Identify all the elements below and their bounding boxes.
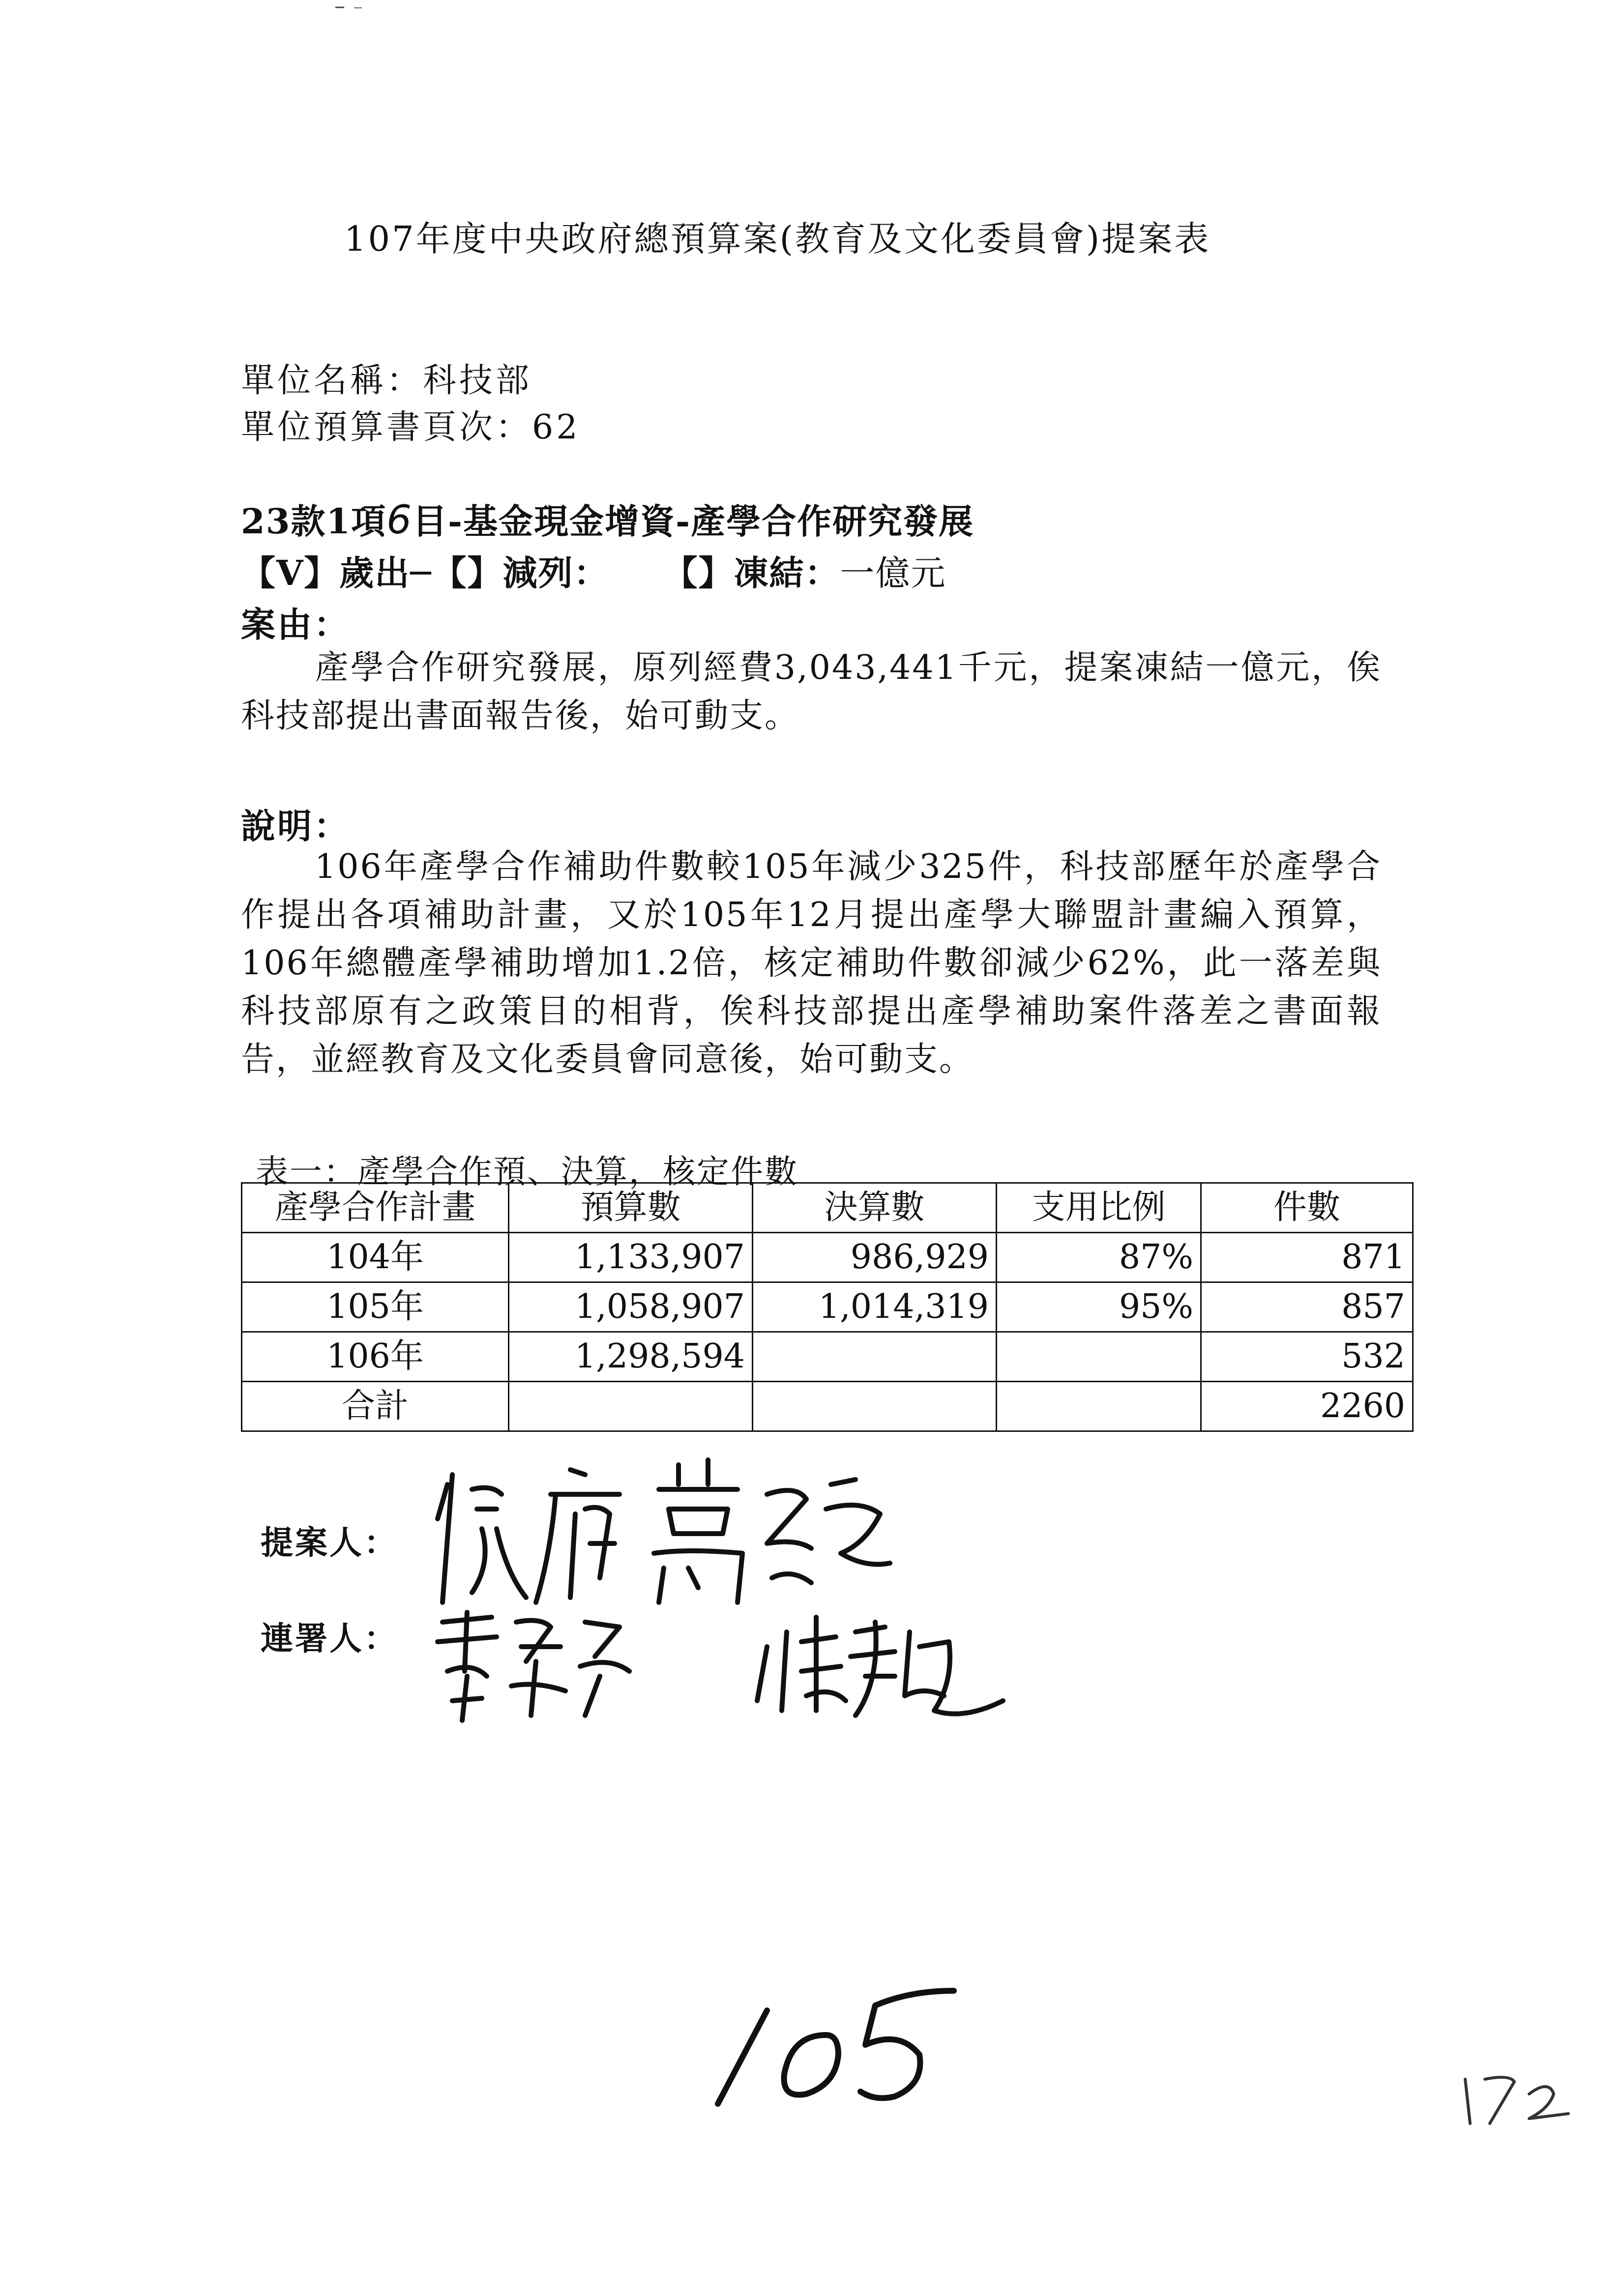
table-row [242,1282,1413,1332]
proposer-signature [423,1455,954,1617]
table-cell [753,1382,997,1431]
corner-mark-strokes [1465,2077,1568,2123]
reason-paragraph [241,644,1382,740]
table-header-cell: 決算數 [753,1183,997,1233]
table-cell: 986,929 [753,1233,997,1282]
explanation-text: 106年產學合作補助件數較105年減少325件，科技部歷年於產學合作提出各項補助計畫，又於105年12月提出產學大聯盟計畫編入預算，106年總體產學補助增加1.2倍，核定補助件數卻減少62%，此一落差與科技部原有之政策目的相背，俟科技部提出產學補助案件落差之書面報告，並經教育及文化委員會同意後，始可動支。 [241,847,1382,1079]
table-cell: 105年 [242,1282,509,1332]
table-cell: 87% [997,1233,1201,1282]
status-expense: 【V】歲出─ [241,552,432,593]
table-cell [997,1332,1201,1382]
unit-page-label: 單位預算書頁次： [241,408,532,447]
table-total-row [242,1382,1413,1431]
unit-page-value: 62 [532,408,581,447]
cosigner-signature-2 [757,1617,1003,1715]
unit-page-line [241,401,581,448]
table-cell: 1,058,907 [509,1282,753,1332]
table-cell: 1,298,594 [509,1332,753,1382]
signature-strokes [438,1460,890,1602]
table-header-cell: 支用比例 [997,1183,1201,1233]
table-cell: 106年 [242,1332,509,1382]
table-header-cell: 件數 [1201,1183,1413,1233]
table-row [242,1233,1413,1282]
budget-item-line [241,494,974,544]
table-cell [753,1332,997,1382]
table-caption: 表一：產學合作預、決算，核定件數 [256,1153,798,1191]
table-cell: 532 [1201,1332,1413,1382]
table-cell [997,1382,1201,1431]
unit-name-line [241,354,532,402]
corner-handwritten-mark [1455,2064,1573,2128]
table-cell: 95% [997,1282,1201,1332]
table-cell: 871 [1201,1233,1413,1282]
handwritten-page-number [698,1971,974,2114]
page-number-strokes [718,1991,954,2104]
table-cell: 1,133,907 [509,1233,753,1282]
budget-item-suffix: 目-基金現金增資-產學合作研究發展 [413,501,974,542]
status-freeze-amount: 一億元 [840,553,946,593]
status-cut: 【】減列： [432,552,609,593]
reason-text: 產學合作研究發展，原列經費3,043,441千元，提案凍結一億元，俟科技部提出書面報告後，始可動支。 [241,648,1382,735]
table-cell: 2260 [1201,1382,1413,1431]
proposer-label: 提案人： [261,1523,398,1562]
reason-heading: 案由： [241,604,350,645]
unit-name-value: 科技部 [423,361,532,400]
table-cell: 合計 [242,1382,509,1431]
budget-table [241,1182,1414,1432]
table-row [242,1332,1413,1382]
table-header-row [242,1183,1413,1233]
handwritten-item-number: 6 [386,497,413,543]
cosigner-signature-1 [438,1612,629,1720]
explanation-paragraph [241,843,1382,1084]
status-freeze: 【】凍結： [663,552,840,593]
table-cell: 104年 [242,1233,509,1282]
table-cell: 857 [1201,1282,1413,1332]
cosigner-signatures [423,1602,1042,1730]
unit-name-label: 單位名稱： [241,361,423,400]
explanation-heading: 說明： [241,806,350,846]
table-cell: 1,014,319 [753,1282,997,1332]
table-header-cell: 產學合作計畫 [242,1183,509,1233]
status-line [241,546,946,595]
cosigner-label: 連署人： [261,1619,398,1657]
scan-speck [334,5,364,10]
budget-item-prefix: 23款1項 [241,501,387,542]
table-header-cell: 預算數 [509,1183,753,1233]
table-cell [509,1382,753,1431]
document-title: 107年度中央政府總預算案(教育及文化委員會)提案表 [344,219,1211,259]
